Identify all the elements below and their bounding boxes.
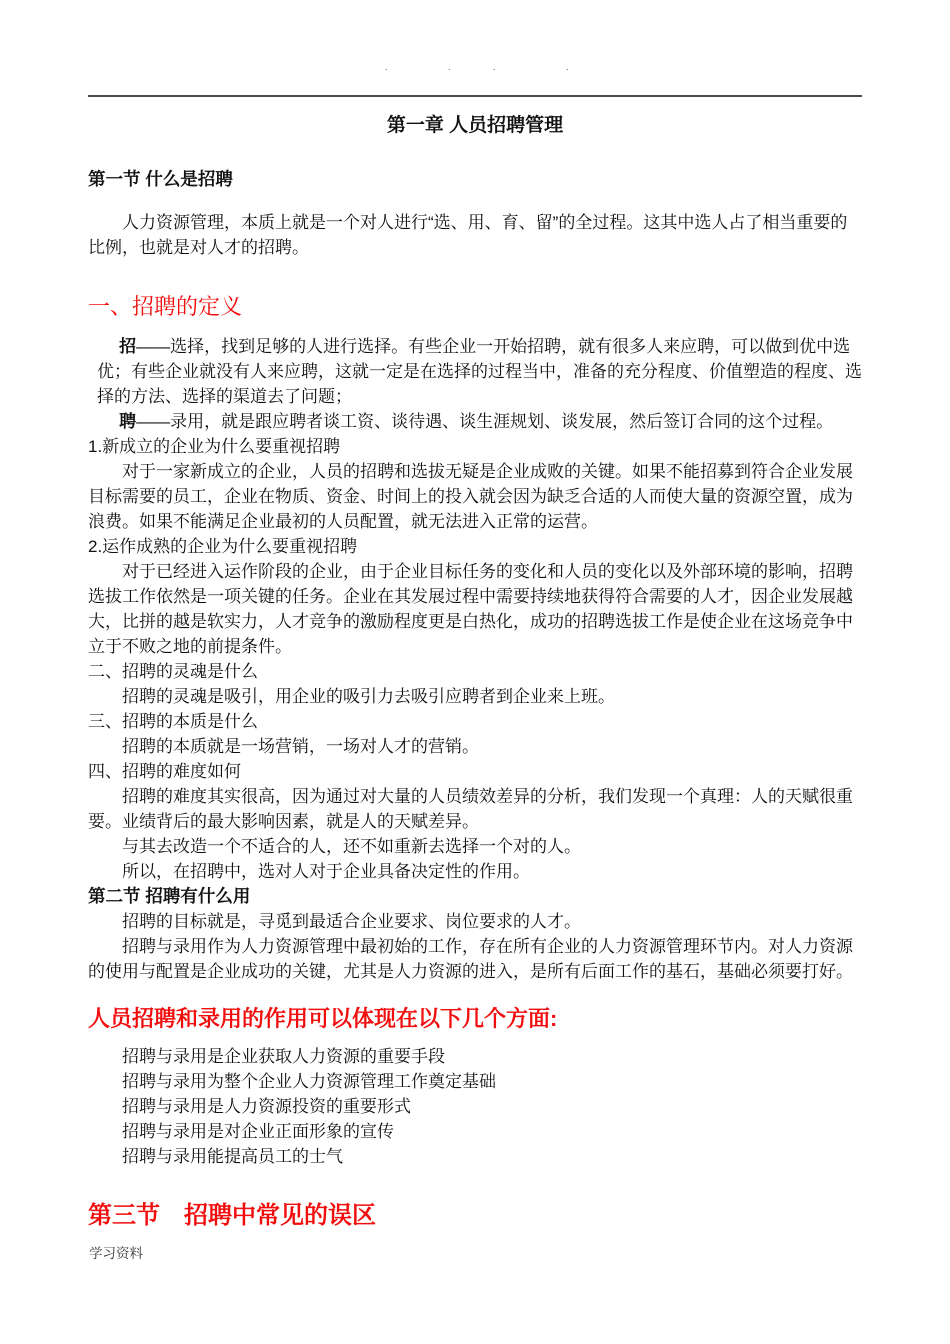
paragraph-mature-company: 对于已经进入运作阶段的企业，由于企业目标任务的变化和人员的变化以及外部环境的影响，招聘选拔工作依然是一项关键的任务。企业在其发展过程中需要持续地获得符合需要的人才，因企业发展越大，比拼的越是软实力，人才竞争的激励程度更是白热化，成功的招聘选拔工作是使企业在这场竞争中立于不败之地的前提条件。 [88,562,853,656]
subheading-recruitment-essence: 三、招聘的本质是什么 [88,712,258,731]
header-mark: . [566,62,569,72]
section2-paragraph-1: 招聘的目标就是，寻觅到最适合企业要求、岗位要求的人才。 [122,912,581,931]
header-mark: . [448,62,451,72]
paragraph-recruitment-soul: 招聘的灵魂是吸引，用企业的吸引力去吸引应聘者到企业来上班。 [122,687,615,706]
section1-heading: 第一节 什么是招聘 [88,169,233,189]
term-pin: 聘 [119,412,137,431]
paragraph-difficulty-1: 招聘的难度其实很高，因为通过对大量的人员绩效差异的分析，我们发现一个真理：人的天赋很重要。业绩背后的最大影响因素，就是人的天赋差异。 [88,787,853,831]
section3-heading: 第三节 招聘中常见的误区 [88,1202,376,1229]
paragraph-difficulty-3: 所以，在招聘中，选对人对于企业具备决定性的作用。 [122,862,530,881]
term-zhao: 招 [119,337,137,356]
role-item: 招聘与录用能提高员工的士气 [122,1147,343,1166]
page-footer-label: 学习资料 [89,1246,143,1261]
zhao-text: ——选择，找到足够的人进行选择。有些企业一开始招聘，就有很多人来应聘，可以做到优中选优；有些企业就没有人来应聘，这就一定是在选择的过程当中，准备的充分程度、价值塑造的程度、选择的方法、选择的渠道去了问题； [97,337,862,406]
definition-heading: 一、招聘的定义 [88,294,243,319]
header-mark: . [493,62,496,72]
page-header [88,0,862,97]
subheading-recruitment-difficulty: 四、招聘的难度如何 [88,762,241,781]
role-item: 招聘与录用为整个企业人力资源管理工作奠定基础 [122,1072,496,1091]
roles-heading: 人员招聘和录用的作用可以体现在以下几个方面: [88,1006,558,1031]
role-item: 招聘与录用是对企业正面形象的宣传 [122,1122,394,1141]
subheading-recruitment-soul: 二、招聘的灵魂是什么 [88,662,258,681]
intro-paragraph: 人力资源管理，本质上就是一个对人进行“选、用、育、留”的全过程。这其中选人占了相当重要的比例，也就是对人才的招聘。 [88,213,848,257]
pin-text: ——录用，就是跟应聘者谈工资、谈待遇、谈生涯规划、谈发展，然后签订合同的这个过程。 [136,412,834,431]
document-body [88,99,862,1233]
section2-paragraph-2: 招聘与录用作为人力资源管理中最初始的工作，存在所有企业的人力资源管理环节内。对人力资源的使用与配置是企业成功的关键，尤其是人力资源的进入，是所有后面工作的基石，基础必须要打好。 [88,937,853,981]
subheading-mature-company: 2.运作成熟的企业为什么要重视招聘 [88,537,358,556]
header-mark: . [385,62,388,72]
chapter-title: 第一章 人员招聘管理 [386,115,564,136]
role-item: 招聘与录用是企业获取人力资源的重要手段 [122,1047,445,1066]
paragraph-recruitment-essence: 招聘的本质就是一场营销，一场对人才的营销。 [122,737,479,756]
paragraph-difficulty-2: 与其去改造一个不适合的人，还不如重新去选择一个对的人。 [122,837,581,856]
subheading-new-company: 1.新成立的企业为什么要重视招聘 [88,437,341,456]
zhao-paragraph [97,334,862,409]
paragraph-new-company: 对于一家新成立的企业，人员的招聘和选拔无疑是企业成败的关键。如果不能招募到符合企业发展目标需要的员工，企业在物质、资金、时间上的投入就会因为缺乏合适的人而使大量的资源空置，成为浪费。如果不能满足企业最初的人员配置，就无法进入正常的运营。 [88,462,853,531]
pin-paragraph [97,409,862,434]
role-item: 招聘与录用是人力资源投资的重要形式 [122,1097,411,1116]
section2-heading: 第二节 招聘有什么用 [88,886,251,906]
